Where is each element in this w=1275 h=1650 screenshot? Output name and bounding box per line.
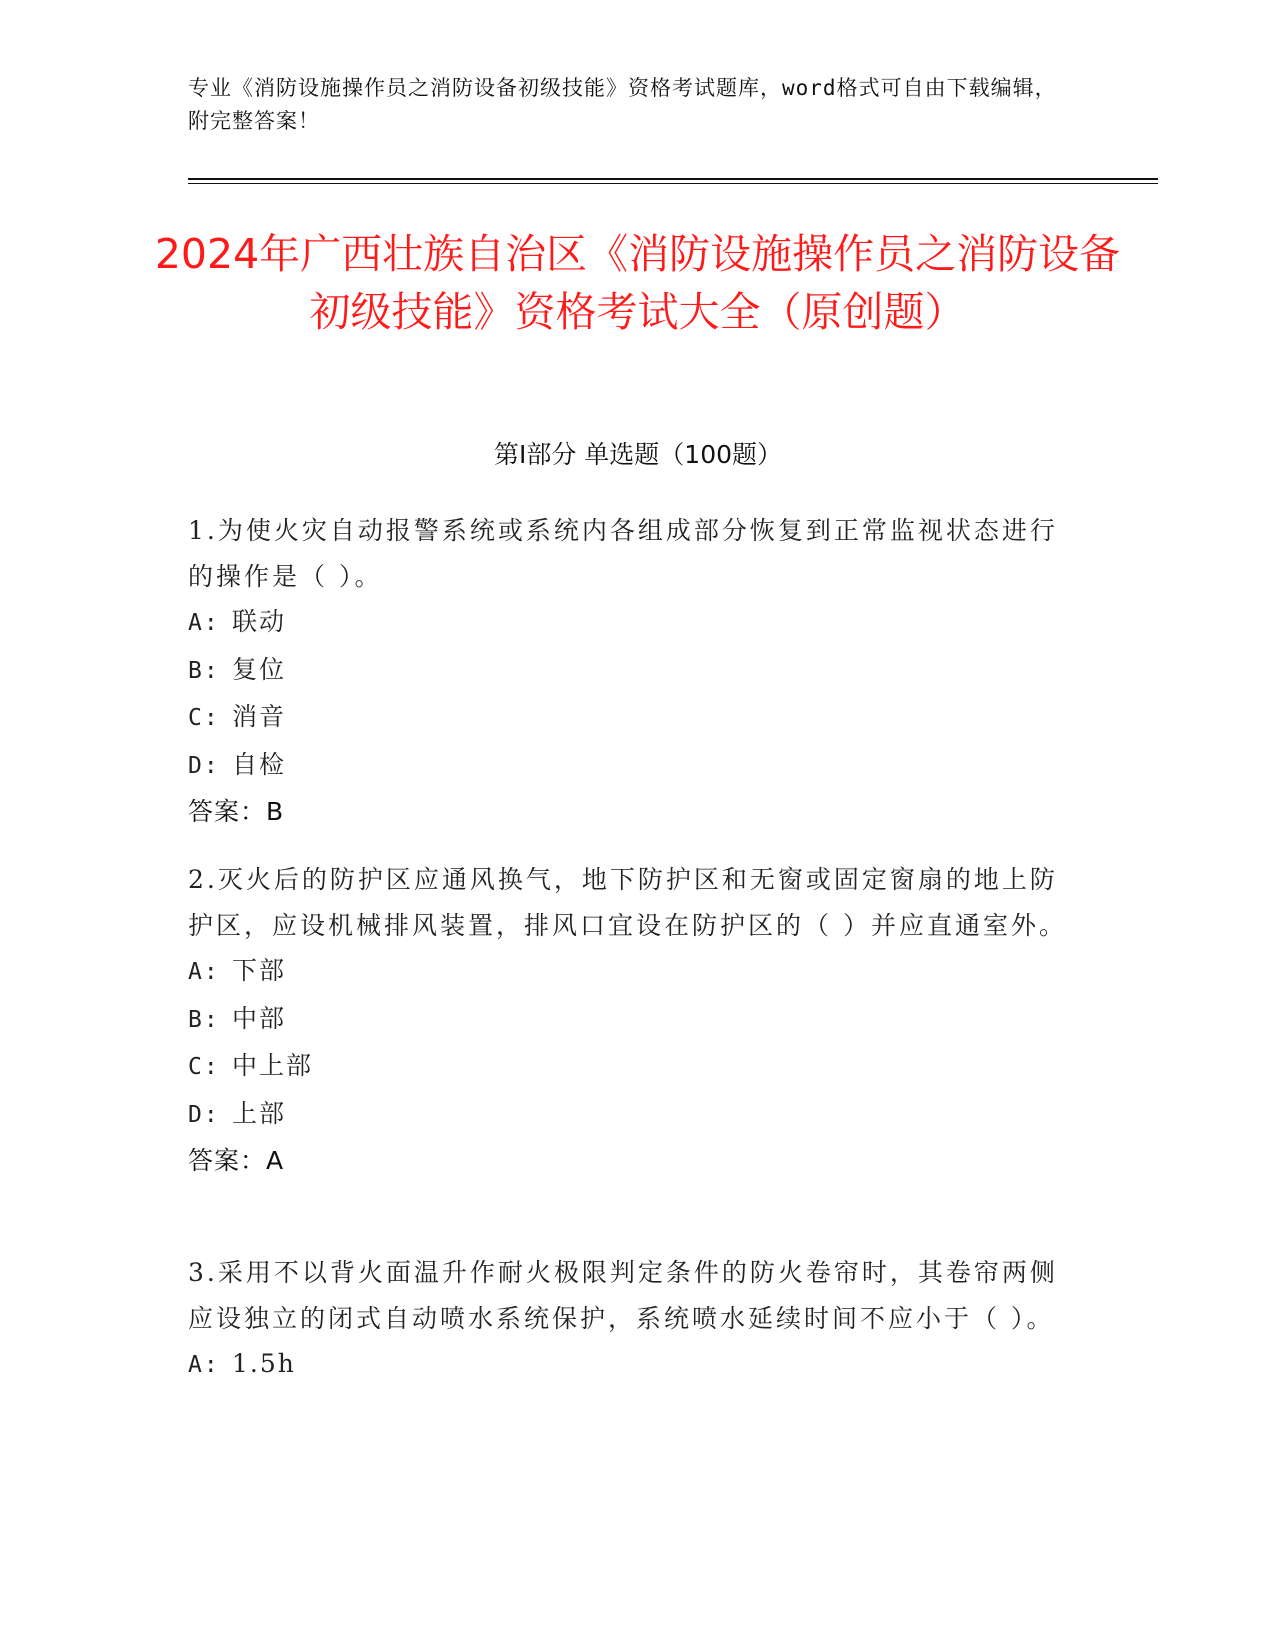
option-letter: A: <box>188 1352 220 1378</box>
option-letter: B: <box>188 657 220 684</box>
option-text: 中部 <box>232 1003 287 1033</box>
option-letter: C: <box>188 705 220 731</box>
question-text: 3.采用不以背火面温升作耐火极限判定条件的防火卷帘时，其卷帘两侧应设独立的闭式自动喷水系统保护，系统喷水延续时间不应小于（ ）。 <box>188 1258 1058 1333</box>
option-text: 下部 <box>232 956 287 985</box>
document-title: 2024年广西壮族自治区《消防设施操作员之消防设备初级技能》资格考试大全（原创题） <box>154 230 1121 336</box>
option-d <box>188 1091 1068 1139</box>
option-letter: A: <box>188 610 220 636</box>
option-b <box>188 996 1068 1044</box>
option-a <box>188 948 1068 996</box>
section-title: 第Ⅰ部分 单选题（100题） <box>493 440 783 469</box>
question-text: 1.为使火灾自动报警系统或系统内各组成部分恢复到正常监视状态进行的操作是（ ）。 <box>188 516 1058 591</box>
option-letter: D: <box>188 1101 220 1128</box>
option-d <box>188 742 1068 790</box>
option-letter: D: <box>188 752 220 779</box>
question-2 <box>188 857 1068 1184</box>
header-note: 专业《消防设施操作员之消防设备初级技能》资格考试题库，word格式可自由下载编辑，附完整答案！ <box>188 76 1057 133</box>
option-text: 1.5h <box>232 1349 296 1378</box>
option-letter: C: <box>188 1054 220 1080</box>
answer-line: 答案：B <box>188 797 285 826</box>
option-b <box>188 647 1068 695</box>
answer-line: 答案：A <box>188 1146 285 1175</box>
option-text: 上部 <box>232 1098 287 1128</box>
option-text: 自检 <box>232 749 287 779</box>
option-text: 中上部 <box>232 1051 314 1080</box>
header-divider <box>188 178 1158 184</box>
option-a <box>188 1341 1068 1389</box>
option-text: 消音 <box>232 702 287 731</box>
option-a <box>188 599 1068 647</box>
option-c <box>188 694 1068 742</box>
option-letter: B: <box>188 1006 220 1033</box>
option-text: 联动 <box>232 607 287 636</box>
question-3 <box>188 1250 1068 1389</box>
question-text: 2.灭火后的防护区应通风换气，地下防护区和无窗或固定窗扇的地上防护区，应设机械排风装置，排风口宜设在防护区的（ ）并应直通室外。 <box>188 865 1067 940</box>
option-text: 复位 <box>232 654 287 684</box>
option-letter: A: <box>188 959 220 985</box>
question-1 <box>188 508 1068 835</box>
option-c <box>188 1043 1068 1091</box>
